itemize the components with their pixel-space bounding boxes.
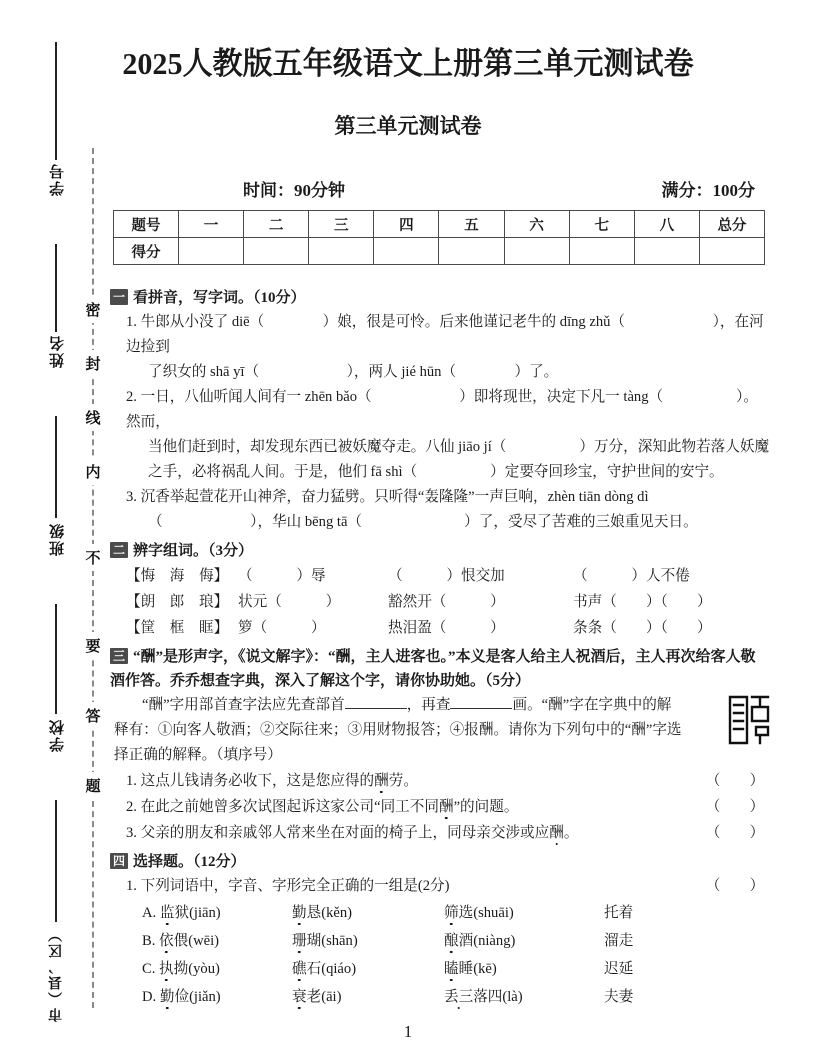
answer-blank[interactable]: （ ） xyxy=(705,799,765,815)
q-num: 1. xyxy=(126,314,137,330)
blank-cell[interactable]: （ ）恨交加 xyxy=(388,568,505,584)
seal-char-feng: 封 xyxy=(80,350,106,377)
section-1 xyxy=(110,286,770,535)
blank-cell[interactable]: （ ）辱 xyxy=(238,568,326,584)
row-label-defen: 得分 xyxy=(114,238,179,265)
margin-rule-5 xyxy=(55,800,57,922)
s3-text-c: 画。“酬”字在字典中的解 xyxy=(512,697,672,713)
col-7: 七 xyxy=(569,211,634,238)
emphasis-char: 酬 xyxy=(438,799,454,815)
section-3-title-line1: “酬”是形声字，《说文解字》：“酬，主人进客也。”本义是客人给主人祝酒后，主人再次给客人敬 xyxy=(133,649,756,665)
bianzi-row-3 xyxy=(126,615,770,641)
option-label: C. xyxy=(142,961,156,977)
emphasis-char: 酬 xyxy=(374,773,389,789)
item-text-b: 劳。 xyxy=(388,773,418,789)
seal-char-ti: 题 xyxy=(80,772,106,799)
page-title: 2025人教版五年级语文上册第三单元测试卷 xyxy=(122,46,694,81)
blank-cell[interactable]: 箩（ ） xyxy=(238,620,326,636)
bianzi-row-2 xyxy=(126,589,770,615)
section-3-item-1 xyxy=(126,768,770,794)
choice-option-a[interactable] xyxy=(142,899,770,927)
option-word-2: 石(qiáo) xyxy=(306,961,357,977)
score-cell-2[interactable] xyxy=(244,238,309,265)
exam-meta xyxy=(113,176,765,201)
char-bracket: 【悔 海 侮】 xyxy=(126,568,229,584)
item-text-a: 在此之前她曾多次试图起诉这家公司“同工不同 xyxy=(140,799,439,815)
section-number-badge: 一 xyxy=(110,289,128,305)
fill-blank-hua[interactable] xyxy=(450,695,512,709)
option-word-2-col xyxy=(292,955,444,983)
option-word-2: 瑚(shān) xyxy=(306,933,358,949)
emphasis-char: 勤 xyxy=(159,989,175,1005)
margin-label-banji: 班级 xyxy=(50,522,66,556)
option-word-2-col xyxy=(292,983,444,1011)
col-1: 一 xyxy=(179,211,244,238)
section-2-points: （3分） xyxy=(208,543,254,559)
q-line xyxy=(126,485,770,510)
item-text-a: 这点儿钱请务必收下，这是您应得的 xyxy=(140,773,375,789)
score-cell-7[interactable] xyxy=(569,238,634,265)
emphasis-char: 珊 xyxy=(292,933,307,949)
q-line: （ ），华山 bēng tā（ ）了，受尽了苦难的三娘重见天日。 xyxy=(148,514,698,530)
s3-text-b: ，再查 xyxy=(406,697,451,713)
item-text-b: 。 xyxy=(563,825,579,841)
emphasis-char: 衰 xyxy=(292,989,307,1005)
exam-body xyxy=(110,282,770,1011)
emphasis-char: 依 xyxy=(159,933,174,949)
s3-text-e: 择正确的解释。（填序号） xyxy=(114,747,282,763)
score-cell-6[interactable] xyxy=(504,238,569,265)
section-1-title: 看拼音，写字词。 xyxy=(133,290,254,306)
score-cell-1[interactable] xyxy=(179,238,244,265)
option-word-3: 睡(kē) xyxy=(458,961,497,977)
emphasis-char: 勤 xyxy=(292,905,307,921)
q-text: 牛郎从小没了 diē（ ）娘，很是可怜。后来他谨记老牛的 dīng zhǔ（ ），在河边捡到 xyxy=(126,314,764,355)
margin-label-xuehao: 学号 xyxy=(50,162,66,196)
score-cell-total[interactable] xyxy=(699,238,764,265)
section-3-header xyxy=(110,645,770,669)
option-word-4: 迟延 xyxy=(604,961,634,977)
option-word-1: 狱(jiān) xyxy=(174,905,221,921)
option-word-3: 落四(là) xyxy=(473,989,523,1005)
q-text: 沉香举起萱花开山神斧，奋力猛劈。只听得“轰隆隆”一声巨响，zhèn tiān dòng dì xyxy=(140,489,649,505)
score-cell-5[interactable] xyxy=(439,238,504,265)
option-word-3-col xyxy=(444,955,604,983)
q-text: 下列词语中，字音、字形完全正确的一组是(2分) xyxy=(140,878,450,894)
emphasis-char: 丢三 xyxy=(444,989,474,1005)
left-margin xyxy=(0,0,108,1056)
question-1-1 xyxy=(126,310,770,385)
item-text xyxy=(126,820,700,846)
item-num: 2. xyxy=(126,799,137,815)
item-num: 3. xyxy=(126,825,137,841)
seal-char-yao: 要 xyxy=(80,632,106,659)
blank-cell[interactable]: 书声（ ）（ ） xyxy=(573,594,712,610)
section-4-header xyxy=(110,850,770,874)
q-num: 3. xyxy=(126,489,137,505)
section-4 xyxy=(110,850,770,1011)
margin-label-xuexiao: 学校 xyxy=(50,718,66,752)
section-4-title: 选择题。 xyxy=(133,854,194,870)
option-word-4: 夫妻 xyxy=(604,989,634,1005)
answer-blank[interactable]: （ ） xyxy=(705,878,765,894)
choice-option-b[interactable] xyxy=(142,927,770,955)
blank-cell[interactable]: 条条（ ）（ ） xyxy=(573,620,712,636)
seal-dashed-line xyxy=(92,148,94,1008)
score-table xyxy=(113,210,765,265)
option-label: D. xyxy=(142,989,157,1005)
table-row-scores xyxy=(114,238,765,265)
answer-blank[interactable]: （ ） xyxy=(705,825,765,841)
char-bracket: 【筐 框 眶】 xyxy=(126,620,229,636)
option-word-1: 俭(jiǎn) xyxy=(174,989,221,1005)
col-6: 六 xyxy=(504,211,569,238)
section-2-header xyxy=(110,539,770,563)
q-line: 之手，必将祸乱人间。于是，他们 fā shì（ ）定要夺回珍宝，守护世间的安宁。 xyxy=(148,464,724,480)
section-3-item-2 xyxy=(126,794,770,820)
score-cell-3[interactable] xyxy=(309,238,374,265)
row-label-tihao: 题号 xyxy=(114,211,179,238)
page-subtitle: 第三单元测试卷 xyxy=(334,114,482,138)
item-text-b: ”的问题。 xyxy=(453,799,519,815)
s3-text-d: 释有：①向客人敬酒；②交际往来；③用财物报答；④报酬。请你为下列句中的“酬”字选 xyxy=(114,722,682,738)
seal-char-bu: 不 xyxy=(80,544,106,571)
char-bracket: 【朗 郎 琅】 xyxy=(126,594,229,610)
col-total: 总分 xyxy=(699,211,764,238)
margin-rule-4 xyxy=(55,604,57,714)
answer-blank[interactable]: （ ） xyxy=(705,773,765,789)
option-word-3: 选(shuāi) xyxy=(458,905,514,921)
col-3: 三 xyxy=(309,211,374,238)
item-text xyxy=(126,768,700,794)
option-word-2: 老(āi) xyxy=(306,989,342,1005)
section-3-text xyxy=(114,697,770,768)
option-label-col xyxy=(142,899,292,927)
question-4-1 xyxy=(126,874,770,899)
option-word-2: 恳(kěn) xyxy=(306,905,352,921)
q-line xyxy=(126,385,770,435)
section-3-item-3 xyxy=(126,820,770,846)
col-4: 四 xyxy=(374,211,439,238)
q-line xyxy=(126,310,770,360)
section-2 xyxy=(110,539,770,641)
seal-script-chou-icon xyxy=(726,689,772,751)
option-label: B. xyxy=(142,933,156,949)
option-word-2-col xyxy=(292,927,444,955)
seal-char-xian: 线 xyxy=(80,404,106,431)
q-line: 当他们赶到时，却发现东西已被妖魔夺走。八仙 jiāo jí（ ）万分，深知此物若落人妖魔 xyxy=(148,439,770,455)
emphasis-char: 礁 xyxy=(292,961,307,977)
question-1-3 xyxy=(126,485,770,535)
bianzi-row-1 xyxy=(126,563,770,589)
section-3-title-line2: 酒作答。乔乔想查字典，深入了解这个字，请你协助她。（5分） xyxy=(110,673,531,689)
s3-text-a: “酬”字用部首查字法应先查部首 xyxy=(142,697,345,713)
option-word-4: 溜走 xyxy=(604,933,634,949)
total-score-label: 满分：100分 xyxy=(661,181,755,200)
blank-cell[interactable]: 热泪盈（ ） xyxy=(388,620,505,636)
emphasis-char: 酬 xyxy=(549,825,564,841)
q-text: 一日，八仙听闻人间有一 zhēn bǎo（ ）即将现世，决定下凡一 tàng（ ）。然而， xyxy=(126,389,758,430)
question-stem xyxy=(126,874,700,899)
section-1-points: （10分） xyxy=(253,290,306,306)
section-3-body xyxy=(114,693,770,768)
margin-rule-2 xyxy=(55,244,57,332)
option-word-3: 酒(niàng) xyxy=(458,933,516,949)
emphasis-char: 瞌 xyxy=(444,961,459,977)
choice-option-c[interactable] xyxy=(142,955,770,983)
option-label-col xyxy=(142,955,292,983)
emphasis-char: 酿 xyxy=(444,933,459,949)
margin-rule-3 xyxy=(55,416,57,518)
time-label: 时间：90分钟 xyxy=(243,181,345,200)
score-cell-4[interactable] xyxy=(374,238,439,265)
option-label-col xyxy=(142,983,292,1011)
table-row-header xyxy=(114,211,765,238)
emphasis-char: 监 xyxy=(159,905,175,921)
blank-cell[interactable]: （ ）人不倦 xyxy=(573,568,690,584)
margin-label-shi-xian-qu: 市（县、区） xyxy=(49,926,64,1022)
option-word-2-col xyxy=(292,899,444,927)
section-number-badge: 四 xyxy=(110,853,128,869)
emphasis-char: 执 xyxy=(159,961,174,977)
blank-cell[interactable]: 豁然开（ ） xyxy=(388,594,505,610)
score-cell-8[interactable] xyxy=(634,238,699,265)
emphasis-char: 筛 xyxy=(444,905,459,921)
item-num: 1. xyxy=(126,773,137,789)
option-label-col xyxy=(142,927,292,955)
blank-cell[interactable]: 状元（ ） xyxy=(238,594,341,610)
page-number: 1 xyxy=(403,1022,413,1041)
choice-option-d[interactable] xyxy=(142,983,770,1011)
option-word-4: 托着 xyxy=(604,905,634,921)
q-line: 了织女的 shā yī（ ），两人 jié hūn（ ）了。 xyxy=(148,364,559,380)
seal-char-da: 答 xyxy=(80,702,106,729)
option-word-1: 拗(yòu) xyxy=(173,961,220,977)
q-num: 2. xyxy=(126,389,137,405)
option-label: A. xyxy=(142,905,157,921)
section-4-points: （12分） xyxy=(193,854,246,870)
item-text-a: 父亲的朋友和亲戚邻人常来坐在对面的椅子上，同母亲交涉或应 xyxy=(140,825,550,841)
option-word-1: 偎(wēi) xyxy=(173,933,220,949)
section-number-badge: 二 xyxy=(110,542,128,558)
col-8: 八 xyxy=(634,211,699,238)
question-1-2 xyxy=(126,385,770,485)
option-word-3-col xyxy=(444,983,604,1011)
seal-char-mi: 密 xyxy=(80,296,106,323)
option-word-3-col xyxy=(444,899,604,927)
q-num: 1. xyxy=(126,878,137,894)
seal-char-nei: 内 xyxy=(80,458,106,485)
section-3 xyxy=(110,645,770,846)
col-5: 五 xyxy=(439,211,504,238)
option-word-3-col xyxy=(444,927,604,955)
section-2-title: 辨字组词。 xyxy=(133,543,209,559)
margin-label-xingming: 姓名 xyxy=(50,334,66,368)
section-number-badge: 三 xyxy=(110,648,128,664)
item-text xyxy=(126,794,700,820)
section-1-header xyxy=(110,286,770,310)
fill-blank-bushou[interactable] xyxy=(345,695,407,709)
col-2: 二 xyxy=(244,211,309,238)
